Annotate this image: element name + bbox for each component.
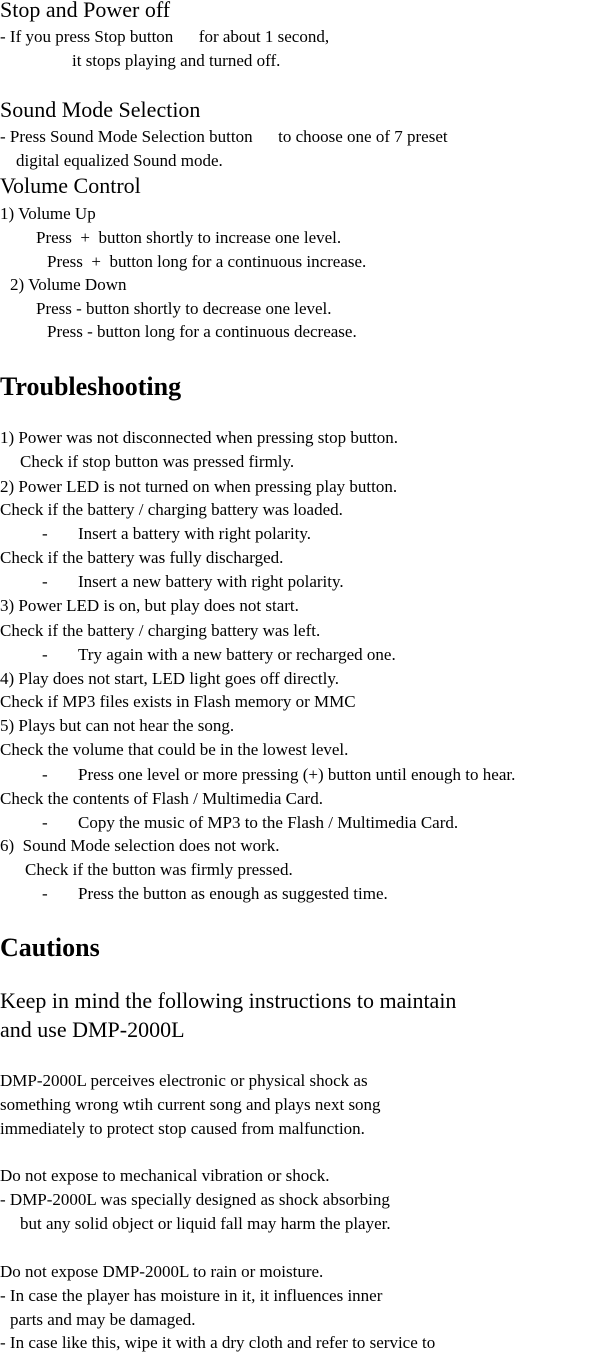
sound-line-1: - Press Sound Mode Selection button to choose one of 7 preset <box>0 127 448 146</box>
volume-down-line-2: Press - button long for a continuous decrease. <box>47 322 357 341</box>
trouble-item: 5) Plays but can not hear the song. <box>0 716 235 735</box>
trouble-action <box>42 813 458 833</box>
dash-bullet: - <box>42 572 48 591</box>
trouble-action-text: Insert a new battery with right polarity. <box>78 572 344 591</box>
caution-vibration-line: - DMP-2000L was specially designed as shock absorbing <box>0 1190 390 1209</box>
cautions-intro-line-2: and use DMP-2000L <box>0 1017 185 1042</box>
trouble-action-text: Copy the music of MP3 to the Flash / Multimedia Card. <box>78 813 459 832</box>
dash-bullet: - <box>42 884 48 903</box>
trouble-check: Check the contents of Flash / Multimedia Card. <box>0 789 323 808</box>
trouble-check: Check if stop button was pressed firmly. <box>20 452 295 471</box>
trouble-item: 2) Power LED is not turned on when pressing play button. <box>0 477 398 496</box>
caution-shock-line: DMP-2000L perceives electronic or physical shock as <box>0 1071 368 1090</box>
trouble-action <box>42 765 515 785</box>
trouble-action <box>42 572 344 592</box>
trouble-check: Check if the battery was fully discharged. <box>0 548 284 567</box>
trouble-check: Check if the battery / charging battery was loaded. <box>0 500 343 519</box>
trouble-action-text: Press the button as enough as suggested time. <box>78 884 388 903</box>
trouble-item: 6) Sound Mode selection does not work. <box>0 836 280 855</box>
caution-moisture-line: parts and may be damaged. <box>10 1310 196 1329</box>
caution-moisture-line: Do not expose DMP-2000L to rain or moisture. <box>0 1262 324 1281</box>
trouble-item: 3) Power LED is on, but play does not start. <box>0 596 299 615</box>
trouble-action <box>42 645 396 665</box>
trouble-check: Check if MP3 files exists in Flash memory or MMC <box>0 692 356 711</box>
volume-up-line-2: Press + button long for a continuous increase. <box>47 252 367 271</box>
trouble-action-text: Insert a battery with right polarity. <box>78 524 312 543</box>
caution-vibration-line: but any solid object or liquid fall may harm the player. <box>20 1214 391 1233</box>
trouble-action-text: Press one level or more pressing (+) button until enough to hear. <box>78 765 516 784</box>
cautions-heading: Cautions <box>0 933 100 962</box>
volume-heading: Volume Control <box>0 173 141 198</box>
trouble-check: Check if the button was firmly pressed. <box>25 860 293 879</box>
dash-bullet: - <box>42 645 48 664</box>
sound-line-2: digital equalized Sound mode. <box>16 151 223 170</box>
stop-line-1: - If you press Stop button for about 1 second, <box>0 27 330 46</box>
trouble-action <box>42 884 388 904</box>
trouble-check: Check the volume that could be in the lowest level. <box>0 740 349 759</box>
dash-bullet: - <box>42 813 48 832</box>
volume-up-line-1: Press + button shortly to increase one level. <box>36 228 342 247</box>
trouble-check: Check if the battery / charging battery was left. <box>0 621 321 640</box>
volume-down-line-1: Press - button shortly to decrease one level. <box>36 299 332 318</box>
caution-moisture-line: - In case like this, wipe it with a dry cloth and refer to service to <box>0 1333 436 1352</box>
trouble-action <box>42 524 311 544</box>
trouble-action-text: Try again with a new battery or recharged one. <box>78 645 396 664</box>
volume-down-title: 2) Volume Down <box>10 275 127 294</box>
cautions-intro-line-1: Keep in mind the following instructions to maintain <box>0 988 457 1013</box>
dash-bullet: - <box>42 524 48 543</box>
volume-up-title: 1) Volume Up <box>0 204 96 223</box>
caution-vibration-line: Do not expose to mechanical vibration or shock. <box>0 1166 330 1185</box>
dash-bullet: - <box>42 765 48 784</box>
trouble-item: 1) Power was not disconnected when pressing stop button. <box>0 428 399 447</box>
stop-line-2: it stops playing and turned off. <box>72 51 281 70</box>
caution-moisture-line: - In case the player has moisture in it, it influences inner <box>0 1286 383 1305</box>
caution-shock-line: immediately to protect stop caused from malfunction. <box>0 1119 365 1138</box>
trouble-item: 4) Play does not start, LED light goes off directly. <box>0 669 339 688</box>
stop-heading: Stop and Power off <box>0 0 171 22</box>
troubleshooting-heading: Troubleshooting <box>0 372 182 401</box>
caution-shock-line: something wrong wtih current song and plays next song <box>0 1095 381 1114</box>
sound-heading: Sound Mode Selection <box>0 97 201 122</box>
